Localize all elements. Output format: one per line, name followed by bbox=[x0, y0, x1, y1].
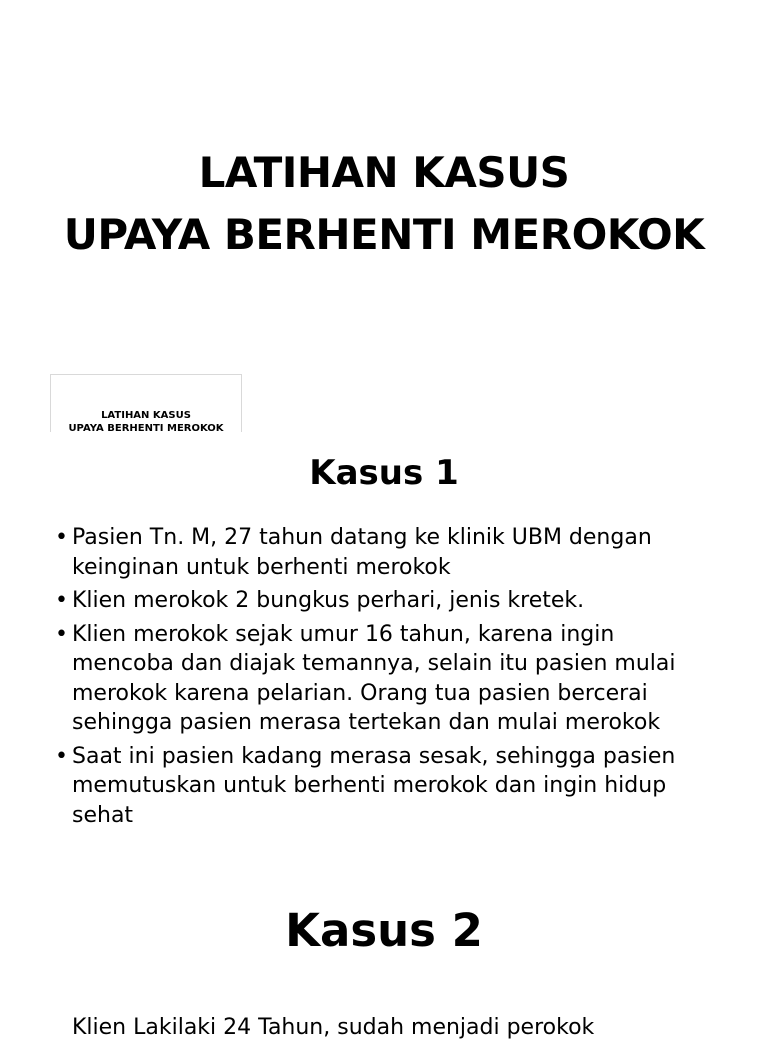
slide-title-line-2: UPAYA BERHENTI MEROKOK bbox=[63, 210, 705, 259]
bullet-marker: • bbox=[55, 743, 68, 769]
bullet-text: Pasien Tn. M, 27 tahun datang ke klinik UBM dengan keinginan untuk berhenti merokok bbox=[72, 525, 652, 580]
slide-thumbnail-title bbox=[51, 409, 241, 432]
bullet-text: Saat ini pasien kadang merasa sesak, sehingga pasien memutuskan untuk berhenti merokok dan ingin hidup sehat bbox=[72, 743, 676, 828]
thumbnail-title-line-2: UPAYA BERHENTI MEROKOK bbox=[68, 423, 224, 432]
list-item bbox=[55, 586, 715, 616]
bullet-text: Klien merokok 2 bungkus perhari, jenis kretek. bbox=[72, 588, 585, 613]
slide-title-line-1: LATIHAN KASUS bbox=[198, 148, 570, 197]
thumbnail-title-line-1: LATIHAN KASUS bbox=[101, 410, 191, 421]
list-item bbox=[55, 620, 715, 738]
list-item bbox=[55, 523, 715, 582]
slide-title bbox=[0, 142, 768, 266]
kasus-2-heading: Kasus 2 bbox=[285, 904, 483, 957]
kasus-2-partial-text: Klien Lakilaki 24 Tahun, sudah menjadi perokok bbox=[72, 1015, 595, 1040]
list-item bbox=[55, 742, 715, 831]
bullet-marker: • bbox=[55, 525, 68, 550]
bullet-marker: • bbox=[55, 621, 68, 647]
kasus-1-heading: Kasus 1 bbox=[309, 453, 459, 493]
bullet-text: Klien merokok sejak umur 16 tahun, karena ingin mencoba dan diajak temannya, selain itu pasien mulai merokok karena pelarian. Orang tua pasien bercerai sehingga pasien merasa tertekan dan mulai merokok bbox=[72, 621, 676, 735]
kasus-1-bullet-list bbox=[55, 523, 715, 834]
slide-thumbnail[interactable] bbox=[50, 374, 242, 432]
bullet-marker: • bbox=[55, 588, 68, 613]
